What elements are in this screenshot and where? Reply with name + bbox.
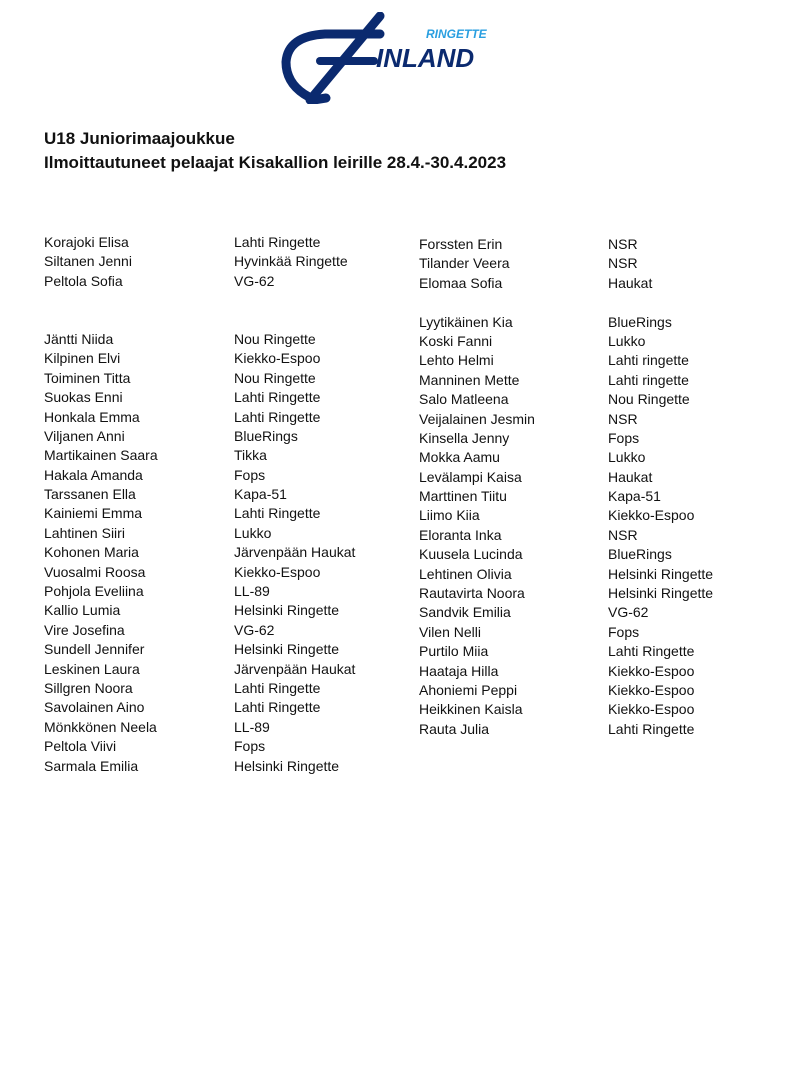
player-team: LL-89	[234, 583, 270, 600]
player-name: Vire Josefina	[44, 621, 125, 638]
player-name: Tarssanen Ella	[44, 486, 136, 503]
player-name: Kinsella Jenny	[419, 429, 510, 446]
player-name: Toiminen Titta	[44, 369, 131, 386]
player-name: Vilen Nelli	[419, 623, 481, 640]
player-team: Kiekko-Espoo	[608, 681, 695, 698]
player-team: Lahti Ringette	[234, 699, 321, 716]
player-name: Mokka Aamu	[419, 449, 500, 466]
player-team: Nou Ringette	[234, 369, 316, 386]
player-team: Tikka	[234, 447, 267, 464]
player-name: Liimo Kiia	[419, 507, 480, 524]
page-heading	[44, 127, 506, 175]
player-team: Helsinki Ringette	[234, 757, 340, 774]
player-team: Nou Ringette	[608, 391, 690, 408]
player-name: Honkala Emma	[44, 408, 140, 425]
player-name: Kallio Lumia	[44, 602, 121, 619]
player-name	[44, 311, 158, 330]
player-name: Elomaa Sofia	[419, 274, 503, 291]
logo-emblem	[280, 12, 505, 104]
player-team: Haukat	[608, 274, 653, 291]
player-name: Kilpinen Elvi	[44, 350, 121, 367]
ringette-finland-logo	[280, 12, 505, 104]
player-team: Kiekko-Espoo	[608, 507, 695, 524]
player-team: Kiekko-Espoo	[234, 350, 321, 367]
player-name: Peltola Sofia	[44, 272, 123, 289]
player-team: Lahti Ringette	[234, 505, 321, 522]
player-team: Lahti Ringette	[234, 234, 321, 250]
player-team: Hyvinkää Ringette	[234, 253, 348, 270]
player-name: Levälampi Kaisa	[419, 468, 522, 485]
player-name: Lehtinen Olivia	[419, 565, 512, 582]
player-name: Eloranta Inka	[419, 526, 502, 543]
player-name: Haataja Hilla	[419, 662, 499, 679]
player-team: Lahti Ringette	[234, 679, 321, 696]
player-team: Fops	[608, 429, 640, 446]
player-team: Järvenpään Haukat	[234, 544, 356, 561]
player-name: Sundell Jennifer	[44, 641, 145, 658]
player-name: Rautavirta Noora	[419, 585, 525, 602]
player-name: Tilander Veera	[419, 255, 510, 272]
player-name: Koski Fanni	[419, 332, 493, 349]
player-team: VG-62	[234, 621, 275, 638]
player-name: Sarmala Emilia	[44, 757, 139, 774]
logo-brand-top: RINGETTE	[426, 27, 487, 41]
player-team: Kapa-51	[234, 486, 287, 503]
player-team: Lahti ringette	[608, 352, 689, 369]
player-name: Sillgren Noora	[44, 679, 133, 696]
player-team: LL-89	[234, 718, 270, 735]
player-name: Purtilo Miia	[419, 643, 489, 660]
player-team: Nou Ringette	[234, 330, 316, 347]
player-team: NSR	[608, 255, 638, 272]
player-team: Kiekko-Espoo	[608, 662, 695, 679]
player-team: Helsinki Ringette	[608, 565, 714, 582]
player-name: Sandvik Emilia	[419, 604, 511, 621]
player-team: NSR	[608, 526, 638, 543]
player-team: Lukko	[234, 524, 272, 541]
heading-line-2: Ilmoittautuneet pelaajat Kisakallion leirille 28.4.-30.4.2023	[44, 153, 507, 172]
player-team: Lahti Ringette	[234, 389, 321, 406]
player-name: Vuosalmi Roosa	[44, 563, 146, 580]
player-name: Mönkkönen Neela	[44, 718, 157, 735]
player-team: Lahti Ringette	[608, 643, 695, 660]
right-team-column	[608, 235, 713, 739]
player-name: Jäntti Niida	[44, 330, 114, 347]
player-name: Veijalainen Jesmin	[419, 410, 535, 427]
player-team: Kapa-51	[608, 488, 661, 505]
player-name: Lahtinen Siiri	[44, 524, 125, 541]
player-team: Lahti Ringette	[608, 720, 695, 737]
player-name: Savolainen Aino	[44, 699, 145, 716]
player-name: Heikkinen Kaisla	[419, 701, 523, 718]
left-name-column	[44, 233, 158, 776]
player-team: Helsinki Ringette	[234, 602, 340, 619]
player-name: Martikainen Saara	[44, 447, 158, 464]
player-name: Ahoniemi Peppi	[419, 681, 518, 698]
player-team: NSR	[608, 410, 638, 427]
player-name: Kainiemi Emma	[44, 505, 143, 522]
player-name: Salo Matleena	[419, 391, 509, 408]
player-team: Fops	[234, 738, 266, 755]
right-name-column	[419, 235, 535, 739]
left-team-column	[234, 233, 355, 776]
player-team: Fops	[608, 623, 640, 640]
player-team	[608, 293, 713, 312]
player-team: Haukat	[608, 468, 653, 485]
player-name: Siltanen Jenni	[44, 253, 132, 270]
player-team	[234, 311, 355, 330]
player-name: Forssten Erin	[419, 236, 503, 252]
player-name: Peltola Viivi	[44, 738, 117, 755]
player-team: Järvenpään Haukat	[234, 660, 356, 677]
player-team: Lahti Ringette	[234, 408, 321, 425]
player-team: Lahti ringette	[608, 371, 689, 388]
player-team	[234, 291, 355, 310]
player-name: Lehto Helmi	[419, 352, 494, 369]
player-name: Pohjola Eveliina	[44, 583, 144, 600]
player-name: Korajoki Elisa	[44, 234, 129, 250]
player-name: Leskinen Laura	[44, 660, 140, 677]
player-team: VG-62	[234, 272, 275, 289]
player-team: BlueRings	[234, 427, 298, 444]
player-name: Viljanen Anni	[44, 427, 125, 444]
player-team: BlueRings	[608, 546, 672, 563]
player-name	[419, 293, 535, 312]
player-team: Lukko	[608, 332, 646, 349]
player-name: Kuusela Lucinda	[419, 546, 523, 563]
player-team: NSR	[608, 236, 638, 252]
player-name: Suokas Enni	[44, 389, 123, 406]
player-team: VG-62	[608, 604, 649, 621]
player-name: Manninen Mette	[419, 371, 520, 388]
player-name	[44, 291, 158, 310]
player-name: Hakala Amanda	[44, 466, 143, 483]
player-name: Lyytikäinen Kia	[419, 313, 513, 330]
player-name: Kohonen Maria	[44, 544, 139, 561]
player-team: Helsinki Ringette	[608, 585, 714, 602]
player-team: Kiekko-Espoo	[608, 701, 695, 718]
player-name: Rauta Julia	[419, 720, 490, 737]
player-team: BlueRings	[608, 313, 672, 330]
player-team: Helsinki Ringette	[234, 641, 340, 658]
player-team: Fops	[234, 466, 266, 483]
player-name: Marttinen Tiitu	[419, 488, 507, 505]
logo-brand-main: INLAND	[376, 43, 475, 73]
heading-line-1: U18 Juniorimaajoukkue	[44, 129, 235, 148]
player-team: Lukko	[608, 449, 646, 466]
player-team: Kiekko-Espoo	[234, 563, 321, 580]
